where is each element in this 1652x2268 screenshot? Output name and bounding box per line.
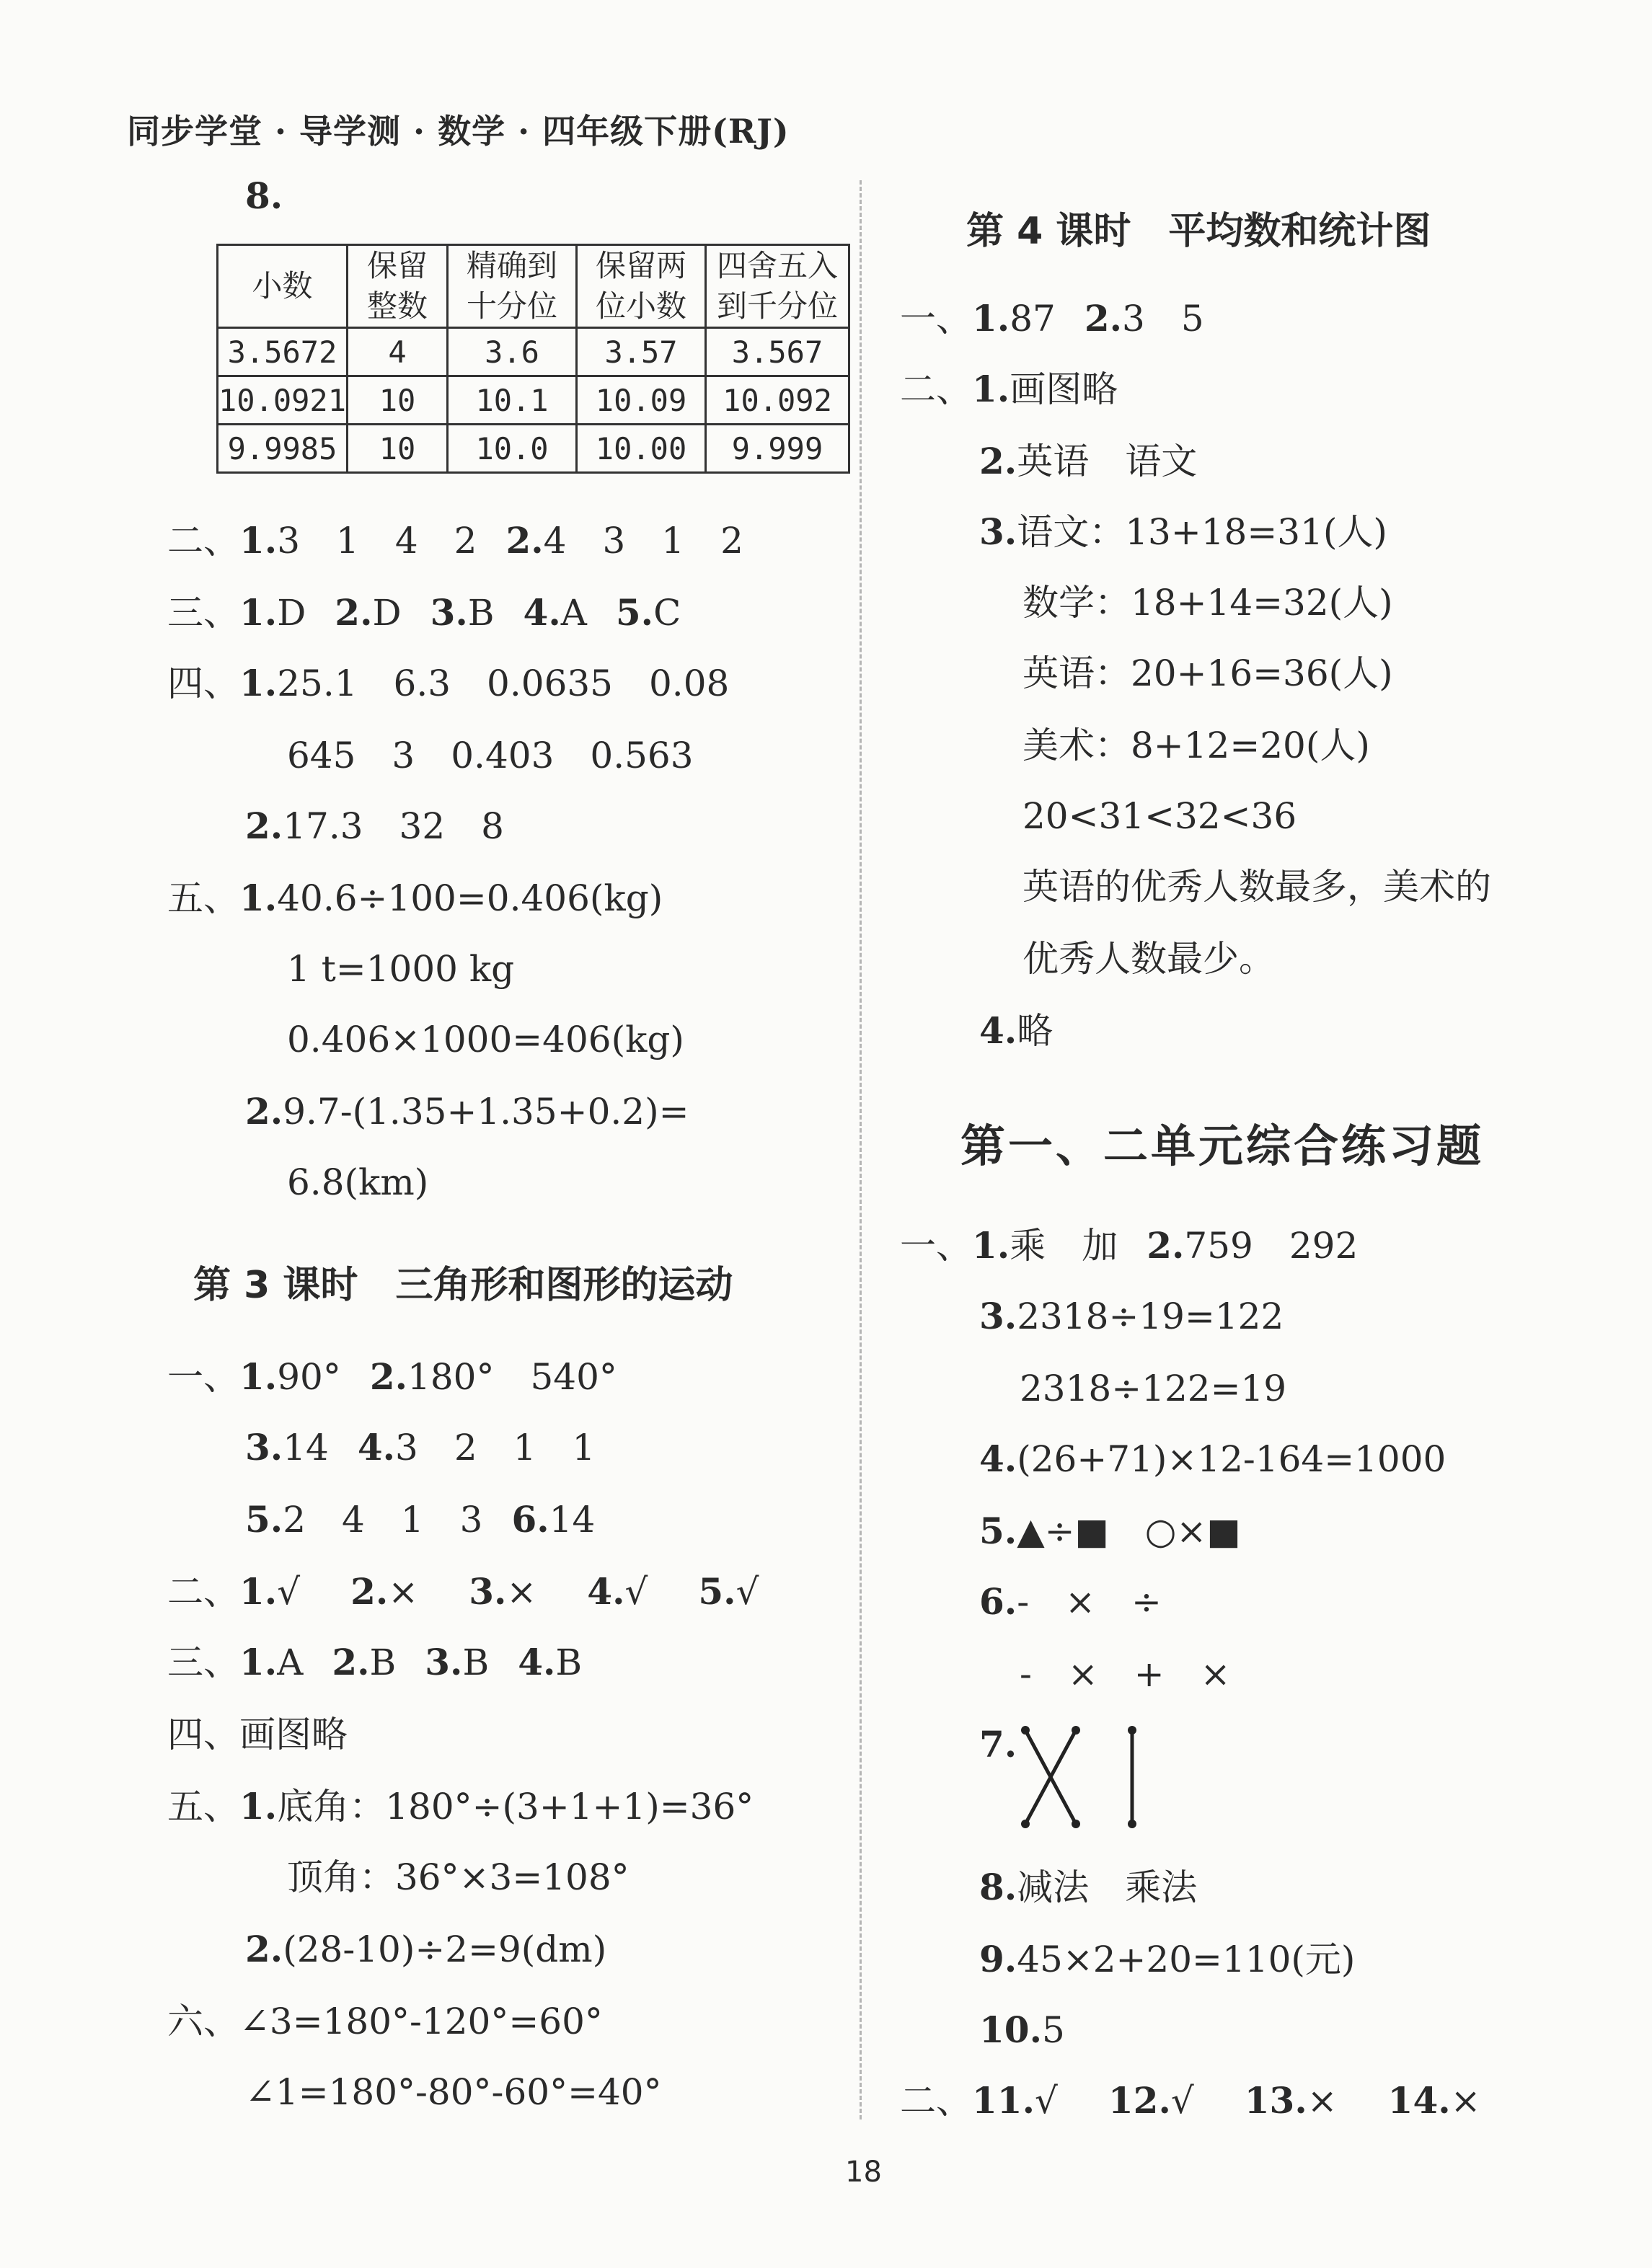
answer-line: 二、11.√ 12.√ 13.× 14.× <box>900 2079 1481 2122</box>
table-cell: 4 <box>348 328 448 376</box>
page-header: 同步学堂 · 导学测 · 数学 · 四年级下册(RJ) <box>127 112 790 151</box>
answer-line: 美术：8+12=20(人) <box>1022 725 1370 766</box>
answer-line: 4.略 <box>979 1009 1054 1052</box>
table-cell: 10.00 <box>577 425 706 473</box>
match-dot <box>1072 1726 1080 1735</box>
answer-line: 20<31<32<36 <box>1022 795 1297 837</box>
table-header: 小数 <box>218 245 348 328</box>
answer-line: 6.- × ÷ <box>979 1580 1162 1623</box>
answer-line: 2.(28-10)÷2=9(dm) <box>245 1928 607 1970</box>
answer-line: 英语：20+16=36(人) <box>1022 652 1393 694</box>
answer-line: 一、1.乘 加 2.759 292 <box>900 1224 1359 1267</box>
table-header: 精确到 十分位 <box>448 245 577 328</box>
answer-line: 3.2318÷19=122 <box>979 1295 1284 1337</box>
match-dot <box>1128 1820 1136 1828</box>
answer-line: 一、1.90° 2.180° 540° <box>167 1355 617 1398</box>
decimal-table <box>216 244 850 474</box>
answer-line: 2.9.7-(1.35+1.35+0.2)= <box>245 1090 689 1133</box>
answer-line: 六、∠3=180°-120°=60° <box>167 2001 603 2042</box>
answer-line: 三、1.D 2.D 3.B 4.A 5.C <box>167 591 681 634</box>
table-row <box>218 328 849 376</box>
q8-label: 8. <box>245 174 283 217</box>
answer-line: 顶角：36°×3=108° <box>287 1856 630 1898</box>
answer-line: 二、1.3 1 4 2 2.4 3 1 2 <box>167 519 743 562</box>
lesson-heading: 第 4 课时 平均数和统计图 <box>966 210 1431 253</box>
table-row <box>218 376 849 425</box>
column-divider <box>860 180 862 2119</box>
table-header-row <box>218 245 849 328</box>
answer-line: 645 3 0.403 0.563 <box>287 735 694 776</box>
answer-line: 英语的优秀人数最多，美术的 <box>1022 866 1491 908</box>
answer-line: 优秀人数最少。 <box>1022 938 1275 980</box>
answer-line: 二、1.√ 2.× 3.× 4.√ 5.√ <box>167 1570 759 1613</box>
answer-line: 四、1.25.1 6.3 0.0635 0.08 <box>167 662 730 704</box>
answer-line: 四、画图略 <box>167 1714 348 1755</box>
matching-diagram <box>1017 1723 1147 1838</box>
answer-line: 1 t=1000 kg <box>287 948 515 990</box>
match-dot <box>1128 1726 1136 1735</box>
answer-line: 3.14 4.3 2 1 1 <box>245 1426 596 1469</box>
table-cell: 10 <box>348 425 448 473</box>
answer-line: 一、1.87 2.3 5 <box>900 297 1204 340</box>
answer-line: 2318÷122=19 <box>1020 1368 1287 1409</box>
table-cell: 10.092 <box>706 376 849 425</box>
table-cell: 10.0 <box>448 425 577 473</box>
answer-line: 9.45×2+20=110(元) <box>979 1938 1356 1980</box>
lesson-heading: 第 3 课时 三角形和图形的运动 <box>193 1264 733 1307</box>
page-number: 18 <box>845 2156 882 2189</box>
match-dot <box>1021 1820 1030 1828</box>
table-cell: 3.5672 <box>218 328 348 376</box>
table-cell: 3.567 <box>706 328 849 376</box>
answer-line: 二、1.画图略 <box>900 368 1118 410</box>
answer-line: 4.(26+71)×12-164=1000 <box>979 1438 1446 1480</box>
answer-line: 五、1.40.6÷100=0.406(kg) <box>167 877 663 919</box>
answer-line: 5.2 4 1 3 6.14 <box>245 1498 596 1541</box>
table-row <box>218 425 849 473</box>
answer-line: 五、1.底角：180°÷(3+1+1)=36° <box>167 1785 754 1828</box>
table-header: 保留 整数 <box>348 245 448 328</box>
table-cell: 9.999 <box>706 425 849 473</box>
answer-line: - × + × <box>1020 1653 1231 1695</box>
match-dot <box>1021 1726 1030 1735</box>
answer-line: 6.8(km) <box>287 1161 429 1203</box>
table-header: 保留两 位小数 <box>577 245 706 328</box>
table-cell: 3.57 <box>577 328 706 376</box>
answer-line: 数学：18+14=32(人) <box>1022 582 1393 624</box>
answer-line: 2.17.3 32 8 <box>245 805 504 847</box>
answer-line: ∠1=180°-80°-60°=40° <box>245 2071 662 2113</box>
table-header: 四舍五入 到千分位 <box>706 245 849 328</box>
answer-line: 10.5 <box>979 2008 1065 2051</box>
answer-line: 8.减法 乘法 <box>979 1866 1198 1908</box>
answer-line: 3.语文：13+18=31(人) <box>979 510 1387 553</box>
table-cell: 10.09 <box>577 376 706 425</box>
table-cell: 10.1 <box>448 376 577 425</box>
answer-line: 7. <box>979 1723 1017 1766</box>
answer-line: 三、1.A 2.B 3.B 4.B <box>167 1641 583 1683</box>
table-cell: 9.9985 <box>218 425 348 473</box>
table-cell: 10.0921 <box>218 376 348 425</box>
match-dot <box>1072 1820 1080 1828</box>
answer-line: 2.英语 语文 <box>979 440 1198 482</box>
answer-line: 5.▲÷■ ○×■ <box>979 1510 1241 1552</box>
answer-line: 0.406×1000=406(kg) <box>287 1019 684 1060</box>
unit-heading: 第一、二单元综合练习题 <box>960 1120 1485 1172</box>
table-cell: 3.6 <box>448 328 577 376</box>
table-cell: 10 <box>348 376 448 425</box>
